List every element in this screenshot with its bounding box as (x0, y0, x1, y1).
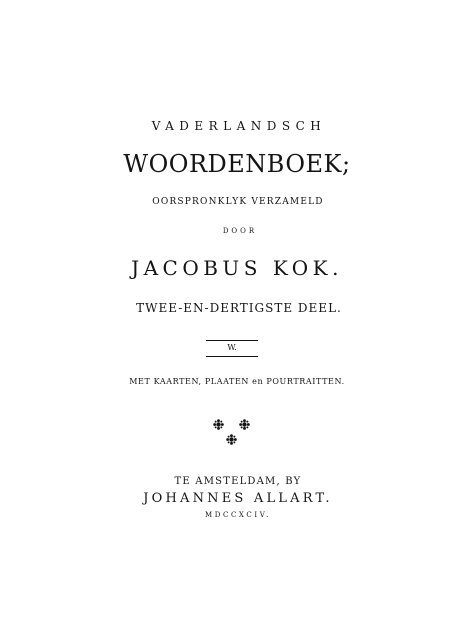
publisher-name: JOHANNES ALLART. (143, 491, 333, 506)
contents-note: MET KAARTEN, PLAATEN en POURTRAITTEN. (129, 377, 345, 386)
volume-title: TWEE-EN-DERTIGSTE DEEL. (136, 301, 342, 315)
fleuron-icon (213, 419, 224, 430)
volume-rule-bottom (206, 356, 258, 357)
fleuron-icon (239, 419, 250, 430)
volume-rule-top (206, 340, 258, 341)
title-line-vaderlandsch: VADERLANDSCH (151, 119, 327, 133)
fleuron-icon (226, 434, 237, 445)
author-name: JACOBUS KOK. (131, 256, 343, 280)
imprint-place: TE AMSTELDAM, BY (174, 476, 302, 487)
publication-year: MDCCXCIV. (205, 511, 271, 519)
volume-letter: W. (227, 343, 237, 352)
title-line-woordenboek: WOORDENBOEK; (123, 150, 351, 178)
by-line: DOOR (222, 227, 258, 235)
subtitle-line: OORSPRONKLYK VERZAMELD (152, 197, 324, 207)
